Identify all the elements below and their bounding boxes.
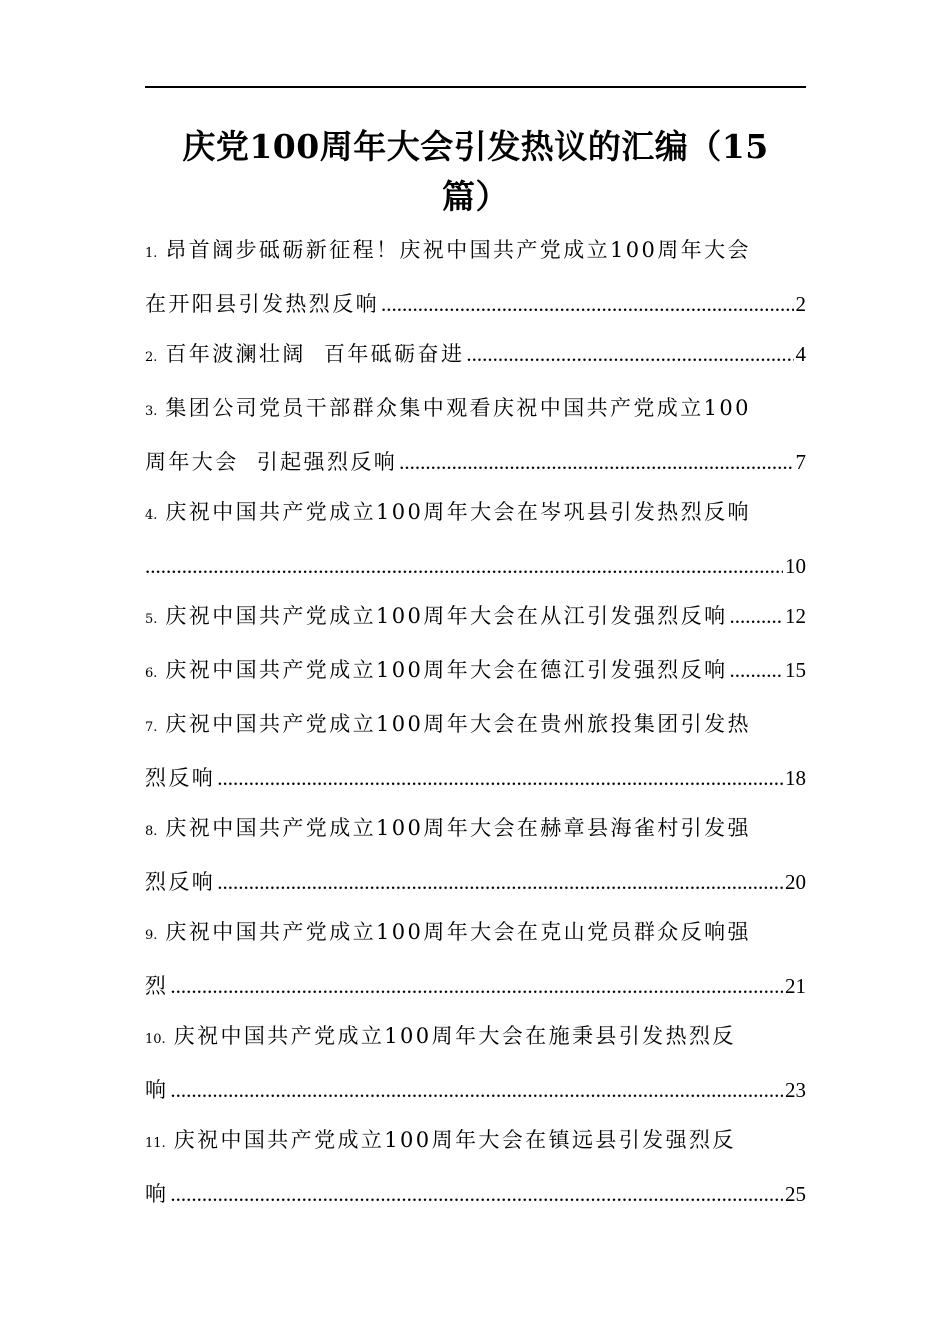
- toc-entry-title-cont: 在开阳县引发热烈反响: [145, 292, 379, 316]
- toc-entry-title: 庆祝中国共产党成立100周年大会在克山党员群众反响强: [165, 920, 751, 944]
- toc-entry-number: 11.: [145, 1136, 166, 1151]
- toc-entry-number: 5.: [145, 612, 158, 627]
- toc-page-number: 4: [795, 342, 806, 366]
- title-line-2: 篇）: [442, 177, 509, 216]
- dot-leader: [466, 329, 793, 379]
- toc-entry-number: 6.: [145, 666, 158, 681]
- toc-entry-title: 集团公司党员干部群众集中观看庆祝中国共产党成立100: [165, 396, 751, 420]
- toc-entry-title-cont: 周年大会 引起强烈反响: [145, 450, 398, 474]
- toc-page-number: 18: [785, 766, 806, 790]
- toc-page-number: 2: [795, 292, 806, 316]
- toc-page-number: 23: [785, 1078, 806, 1102]
- header-rule: [145, 86, 806, 88]
- toc-entry-title: 庆祝中国共产党成立100周年大会在岑巩县引发热烈反响: [165, 500, 751, 524]
- toc-entry-number: 10.: [145, 1032, 166, 1047]
- toc-entry-title-cont: 烈反响: [145, 870, 216, 894]
- dot-leader: [145, 541, 783, 591]
- title-line-1: 庆党100周年大会引发热议的汇编（15: [182, 127, 769, 166]
- toc-entry-11[interactable]: [145, 1115, 806, 1219]
- toc-entry-2[interactable]: [145, 329, 806, 383]
- dot-leader: [170, 1065, 783, 1115]
- toc-entry-title-cont: 烈反响: [145, 766, 216, 790]
- toc-entry-title: 庆祝中国共产党成立100周年大会在施秉县引发热烈反: [173, 1024, 736, 1048]
- dot-leader: [170, 1169, 783, 1219]
- toc-entry-1[interactable]: [145, 225, 806, 329]
- toc-page-number: 12: [785, 604, 806, 628]
- toc-entry-9[interactable]: [145, 907, 806, 1011]
- toc-entry-10[interactable]: [145, 1011, 806, 1115]
- table-of-contents: [145, 225, 806, 1219]
- toc-entry-title: 庆祝中国共产党成立100周年大会在贵州旅投集团引发热: [165, 712, 751, 736]
- dot-leader: [170, 961, 783, 1011]
- toc-entry-number: 4.: [145, 508, 158, 523]
- toc-entry-title-cont: 响: [145, 1182, 169, 1206]
- toc-entry-number: 2.: [145, 350, 158, 365]
- toc-entry-number: 7.: [145, 720, 158, 735]
- toc-page-number: 10: [785, 554, 806, 578]
- toc-entry-number: 9.: [145, 928, 158, 943]
- toc-entry-4[interactable]: [145, 487, 806, 591]
- dot-leader: [217, 857, 783, 907]
- dot-leader: [730, 591, 784, 641]
- toc-entry-number: 1.: [145, 246, 158, 261]
- dot-leader: [730, 645, 784, 695]
- document-title: [145, 122, 806, 222]
- toc-entry-title-cont: 烈: [145, 974, 169, 998]
- toc-page-number: 21: [785, 974, 806, 998]
- toc-page-number: 15: [785, 658, 806, 682]
- dot-leader: [217, 753, 783, 803]
- toc-entry-number: 8.: [145, 824, 158, 839]
- toc-entry-3[interactable]: [145, 383, 806, 487]
- toc-page-number: 20: [785, 870, 806, 894]
- toc-page-number: 7: [795, 450, 806, 474]
- dot-leader: [399, 437, 793, 487]
- toc-entry-5[interactable]: [145, 591, 806, 645]
- dot-leader: [381, 279, 794, 329]
- toc-entry-8[interactable]: [145, 803, 806, 907]
- toc-entry-title: 庆祝中国共产党成立100周年大会在镇远县引发强烈反: [173, 1128, 736, 1152]
- toc-entry-title: 庆祝中国共产党成立100周年大会在赫章县海雀村引发强: [165, 816, 751, 840]
- toc-entry-title: 昂首阔步砥砺新征程！庆祝中国共产党成立100周年大会: [165, 238, 751, 262]
- toc-entry-number: 3.: [145, 404, 158, 419]
- toc-page-number: 25: [785, 1182, 806, 1206]
- toc-entry-6[interactable]: [145, 645, 806, 699]
- toc-entry-title: 百年波澜壮阔 百年砥砺奋进: [165, 342, 465, 366]
- toc-entry-7[interactable]: [145, 699, 806, 803]
- toc-entry-title: 庆祝中国共产党成立100周年大会在从江引发强烈反响: [165, 604, 728, 628]
- toc-entry-title-cont: 响: [145, 1078, 169, 1102]
- toc-entry-title: 庆祝中国共产党成立100周年大会在德江引发强烈反响: [165, 658, 728, 682]
